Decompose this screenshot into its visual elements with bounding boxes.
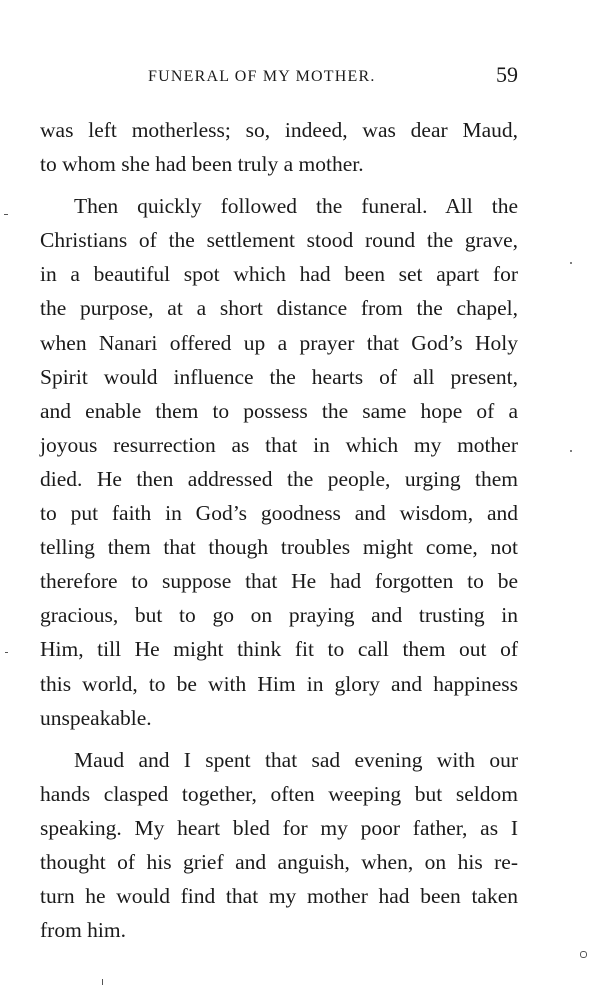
text-line: and enable them to possess the same hope of a: [40, 398, 518, 423]
margin-speck: [4, 214, 8, 215]
body-text: [40, 113, 518, 947]
margin-speck: [5, 652, 8, 653]
text-line: Then quickly followed the funeral. All the: [74, 194, 518, 219]
text-line: to put faith in God’s goodness and wisdom, and: [40, 501, 518, 526]
text-line: in a beautiful spot which had been set apart for: [40, 262, 518, 287]
text-line: telling them that though troubles might come, not: [40, 535, 518, 560]
text-line: this world, to be with Him in glory and happiness: [40, 671, 518, 696]
margin-speck: [570, 450, 572, 452]
text-line: gracious, but to go on praying and trusting in: [40, 603, 518, 628]
text-line: from him.: [40, 918, 126, 943]
text-line: turn he would find that my mother had been taken: [40, 884, 518, 909]
running-head: [40, 62, 518, 92]
page-number: 59: [496, 62, 518, 87]
text-line: unspeakable.: [40, 705, 152, 730]
text-line: joyous resurrection as that in which my mother: [40, 432, 518, 457]
margin-speck: [102, 979, 103, 985]
text-line: died. He then addressed the people, urging them: [40, 466, 518, 491]
text-line: Him, till He might think fit to call them out of: [40, 637, 518, 662]
paragraph: [40, 113, 518, 181]
text-line: therefore to suppose that He had forgotten to be: [40, 569, 518, 594]
text-line: the purpose, at a short distance from the chapel,: [40, 296, 518, 321]
text-line: hands clasped together, often weeping but seldom: [40, 781, 518, 806]
text-line: when Nanari offered up a prayer that God’s Holy: [40, 330, 518, 355]
text-line: Maud and I spent that sad evening with our: [74, 747, 518, 772]
running-title: FUNERAL OF MY MOTHER.: [148, 68, 376, 85]
text-line: Christians of the settlement stood round the grave,: [40, 228, 518, 253]
paragraph: [40, 189, 518, 735]
margin-speck: [570, 262, 572, 264]
text-line: speaking. My heart bled for my poor father, as I: [40, 815, 518, 840]
text-line: thought of his grief and anguish, when, on his re-: [40, 849, 518, 874]
text-line: was left motherless; so, indeed, was dear Maud,: [40, 118, 518, 142]
text-line: Spirit would influence the hearts of all present,: [40, 364, 518, 389]
text-line: to whom she had been truly a mother.: [40, 152, 364, 177]
paragraph: [40, 743, 518, 948]
margin-speck: [580, 951, 587, 958]
